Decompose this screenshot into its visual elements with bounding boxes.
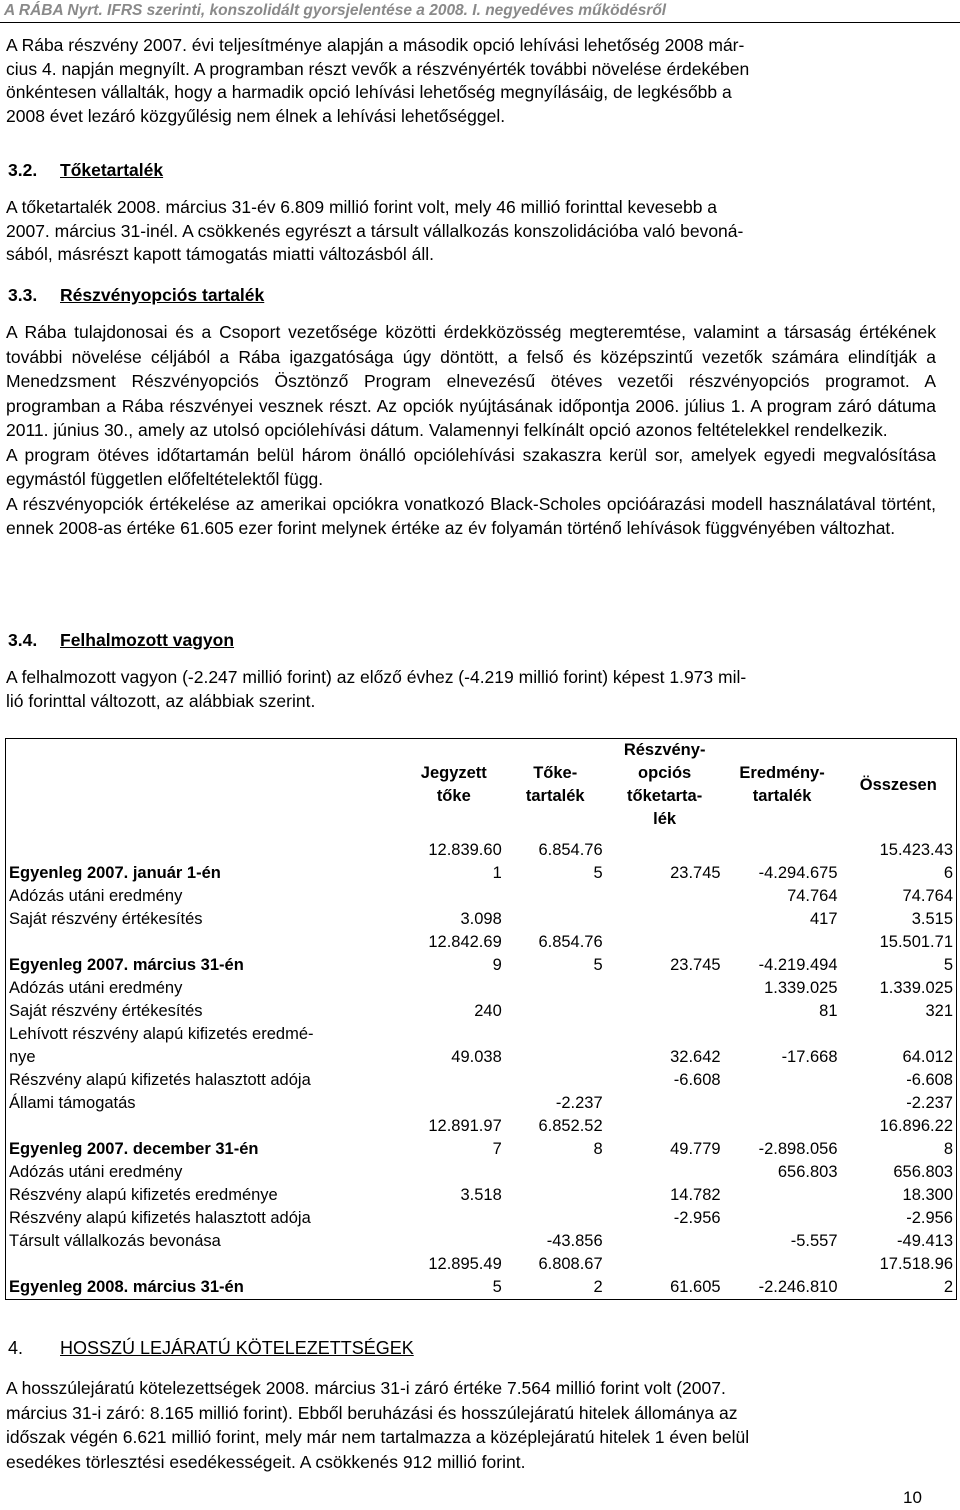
cell-osszesen: -2.956 [906, 1209, 953, 1227]
table-row [6, 1253, 957, 1300]
section-3-2-heading [8, 160, 163, 181]
cell-jegyzett-toke [403, 1069, 505, 1092]
equity-table [5, 738, 957, 1300]
row-label: Egyenleg 2007. január 1-én [9, 864, 221, 882]
row-label: Társult vállalkozás bevonása [9, 1232, 221, 1250]
cell-eredmenytartalek [724, 1092, 841, 1115]
cell-eredmenytartalek: 81 [819, 1002, 838, 1020]
section-title: Tőketartalék [60, 160, 164, 180]
cell-toketartalek: -43.856 [546, 1232, 603, 1250]
cell-osszesen: -6.608 [906, 1071, 953, 1089]
section-number: 3.2. [8, 160, 38, 180]
row-label: Saját részvény értékesítés [9, 1002, 203, 1020]
cell-toketartalek: 6.808.67 2 [538, 1255, 603, 1296]
header-eredmenytartalek: Eredmény- tartalék [739, 764, 825, 805]
cell-jegyzett-toke: 12.891.97 7 [428, 1117, 502, 1158]
text-line: cius 4. napján megnyílt. A programban részt vevők a részvényérték további növelése érdekében [6, 58, 750, 79]
page-number: 10 [903, 1488, 922, 1507]
section-3-3-heading [8, 285, 264, 306]
cell-reszvenyopcios [606, 885, 724, 908]
cell-eredmenytartalek [724, 1184, 841, 1207]
row-label: Állami támogatás [9, 1094, 136, 1112]
cell-jegyzett-toke [403, 1161, 505, 1184]
cell-jegyzett-toke: 49.038 [451, 1048, 502, 1066]
cell-toketartalek [505, 1207, 606, 1230]
section-4-heading [8, 1338, 414, 1359]
row-label: Részvény alapú kifizetés halasztott adója [9, 1071, 311, 1089]
table-row [6, 1161, 957, 1184]
paragraph: A program ötéves időtartamán belül három önálló opciólehívási szakaszra kerül sor, amelyek egyedi megvalósítása egymástól független előfeltételektől függ. [6, 444, 936, 489]
cell-eredmenytartalek: -4.219.494 [758, 956, 838, 974]
cell-osszesen: -49.413 [897, 1232, 953, 1250]
row-label: Egyenleg 2007. március 31-én [9, 956, 244, 974]
cell-jegyzett-toke [403, 1230, 505, 1253]
section-number: 3.3. [8, 285, 38, 305]
cell-jegyzett-toke: 12.839.60 1 [428, 841, 502, 882]
text-line: önkéntesen vállalták, hogy a harmadik opció lehívási lehetőség megnyílásáig, de legkésőbb a [6, 82, 732, 103]
cell-toketartalek [505, 1184, 606, 1207]
cell-toketartalek [505, 1023, 606, 1069]
cell-reszvenyopcios [606, 1230, 724, 1253]
text-line: A tőketartalék 2008. március 31-év 6.809 millió forint volt, mely 46 millió forinttal kevesebb a [6, 197, 718, 217]
table-row [6, 1230, 957, 1253]
text-line: 2007. március 31-inél. A csökkenés egyrészt a társult vállalkozás konszolidációba való bevoná- [6, 220, 744, 241]
section-3-4-text [6, 666, 936, 713]
cell-reszvenyopcios: -6.608 [673, 1071, 721, 1089]
row-label: Adózás utáni eredmény [9, 887, 183, 905]
header-jegyzett-toke: Jegyzett tőke [420, 764, 487, 805]
cell-osszesen: 3.515 [911, 910, 953, 928]
cell-eredmenytartalek: -2.246.810 [758, 1278, 838, 1296]
text-line: 2008 évet lezáró közgyűlésig nem élnek a lehívási lehetőséggel. [6, 106, 506, 127]
table-header-row [6, 739, 957, 840]
cell-jegyzett-toke [403, 1207, 505, 1230]
intro-paragraph [6, 34, 936, 129]
paragraph: A részvényopciók értékelése az amerikai opciókra vonatkozó Black-Scholes opcióárazási modell használatával történt, ennek 2008-as értéke 61.605 ezer forint melynek értéke az év folyamán történő lehívások függvényében változhat. [6, 493, 936, 538]
text-line: időszak végén 6.621 millió forint, mely már nem tartalmazza a középlejáratú hitelek 1 éven belül [6, 1427, 750, 1447]
row-label: Részvény alapú kifizetés halasztott adója [9, 1209, 311, 1227]
cell-osszesen: 16.896.22 8 [879, 1117, 953, 1158]
header-reszvenyopcios: Részvény- opciós tőketarta- lék [623, 741, 706, 828]
cell-eredmenytartalek: -5.557 [790, 1232, 838, 1250]
table-row [6, 931, 957, 977]
cell-reszvenyopcios: -2.956 [673, 1209, 721, 1227]
cell-reszvenyopcios: 23.745 [670, 864, 721, 882]
table-row [6, 977, 957, 1000]
header-empty [6, 739, 403, 840]
cell-osszesen: 1.339.025 [879, 979, 953, 997]
table-row [6, 1115, 957, 1161]
cell-reszvenyopcios: 61.605 [670, 1278, 721, 1296]
cell-toketartalek [505, 1000, 606, 1023]
cell-jegyzett-toke [403, 885, 505, 908]
cell-toketartalek: -2.237 [555, 1094, 603, 1112]
section-title: HOSSZÚ LEJÁRATÚ KÖTELEZETTSÉGEK [60, 1338, 414, 1358]
row-label: Lehívott részvény alapú kifizetés eredmé- nye [9, 1025, 314, 1066]
cell-osszesen: 15.501.71 5 [879, 933, 953, 974]
cell-eredmenytartalek: 1.339.025 [764, 979, 838, 997]
cell-eredmenytartalek [724, 1207, 841, 1230]
section-title: Részvényopciós tartalék [60, 285, 265, 305]
text-line: A Rába részvény 2007. évi teljesítménye alapján a második opció lehívási lehetőség 2008 már- [6, 35, 745, 55]
cell-jegyzett-toke: 3.518 [460, 1186, 502, 1204]
cell-eredmenytartalek: 417 [810, 910, 838, 928]
row-label: Adózás utáni eredmény [9, 1163, 183, 1181]
cell-osszesen: 15.423.43 6 [879, 841, 953, 882]
cell-osszesen: 74.764 [902, 887, 953, 905]
cell-osszesen: 64.012 [902, 1048, 953, 1066]
header-osszesen: Összesen [859, 775, 937, 794]
paragraph: A Rába tulajdonosai és a Csoport vezetősége közötti érdekközösség megteremtése, valamint a társaság értékének további növelése céljából a Rába igazgatósága úgy döntött, a felső és középszintű vezetők számára elindítják a Menedzsment Részvényopciós Ösztönző Program elnevezésű ötéves vezetői részvényopciós programot. A programban a Rába részvényei vesznek részt. Az opciók nyújtásának időpontja 2006. július 1. A program záró dátuma 2011. június 30., amely az utolsó opciólehívási dátum. Valamennyi felkínált opció azonos feltételekkel rendelkezik. [6, 322, 936, 440]
cell-toketartalek [505, 885, 606, 908]
cell-jegyzett-toke [403, 977, 505, 1000]
cell-toketartalek [505, 908, 606, 931]
text-line: A felhalmozott vagyon (-2.247 millió forint) az előző évhez (-4.219 millió forint) képest 1.973 mil- [6, 667, 747, 687]
cell-osszesen: 656.803 [893, 1163, 953, 1181]
table-row [6, 1023, 957, 1069]
cell-reszvenyopcios [606, 977, 724, 1000]
cell-jegyzett-toke: 12.842.69 9 [428, 933, 502, 974]
cell-osszesen: 18.300 [902, 1186, 953, 1204]
table-row [6, 1207, 957, 1230]
cell-eredmenytartalek: -17.668 [781, 1048, 838, 1066]
cell-reszvenyopcios [606, 1000, 724, 1023]
cell-reszvenyopcios [606, 1161, 724, 1184]
cell-toketartalek [505, 1161, 606, 1184]
cell-eredmenytartalek: 656.803 [777, 1163, 838, 1181]
cell-eredmenytartalek [724, 1069, 841, 1092]
section-4-text [6, 1376, 936, 1474]
text-line: március 31-i záró: 8.165 millió forint). Ebből beruházási és hosszúlejáratú hitelek állománya az [6, 1402, 738, 1423]
cell-reszvenyopcios [606, 908, 724, 931]
cell-reszvenyopcios: 14.782 [670, 1186, 721, 1204]
cell-eredmenytartalek: -4.294.675 [758, 864, 838, 882]
cell-eredmenytartalek: 74.764 [787, 887, 838, 905]
row-label: Saját részvény értékesítés [9, 910, 203, 928]
cell-jegyzett-toke: 12.895.49 5 [428, 1255, 502, 1296]
cell-osszesen: 17.518.96 2 [879, 1255, 953, 1296]
cell-reszvenyopcios: 23.745 [670, 956, 721, 974]
cell-reszvenyopcios: 49.779 [670, 1140, 721, 1158]
section-3-4-heading [8, 630, 234, 651]
cell-eredmenytartalek: -2.898.056 [758, 1140, 838, 1158]
section-3-3-text [6, 320, 936, 541]
section-title: Felhalmozott vagyon [60, 630, 235, 650]
row-label: Egyenleg 2008. március 31-én [9, 1278, 244, 1296]
cell-jegyzett-toke [403, 1092, 505, 1115]
row-label: Adózás utáni eredmény [9, 979, 183, 997]
section-3-2-text [6, 196, 936, 267]
text-line: A hosszúlejáratú kötelezettségek 2008. március 31-i záró értéke 7.564 millió forint volt (2007. [6, 1378, 726, 1398]
table-row [6, 1092, 957, 1115]
header-toketartalek: Tőke- tartalék [525, 764, 585, 805]
cell-toketartalek: 6.852.52 8 [538, 1117, 603, 1158]
cell-toketartalek: 6.854.76 5 [538, 841, 603, 882]
cell-osszesen: -2.237 [906, 1094, 953, 1112]
table-row [6, 885, 957, 908]
page-header [0, 0, 960, 23]
row-label: Részvény alapú kifizetés eredménye [9, 1186, 278, 1204]
table-body [6, 839, 957, 1300]
table-row [6, 1000, 957, 1023]
cell-toketartalek [505, 977, 606, 1000]
table-row [6, 839, 957, 885]
cell-toketartalek [505, 1069, 606, 1092]
cell-jegyzett-toke: 240 [474, 1002, 502, 1020]
table-row [6, 1069, 957, 1092]
section-number: 4. [8, 1338, 24, 1358]
header-title: A RÁBA Nyrt. IFRS szerinti, konszolidált gyorsjelentése a 2008. I. negyedéves működésről [4, 2, 667, 19]
cell-toketartalek: 6.854.76 5 [538, 933, 603, 974]
cell-jegyzett-toke: 3.098 [460, 910, 502, 928]
section-number: 3.4. [8, 630, 38, 650]
table-row [6, 908, 957, 931]
text-line: lió forinttal változott, az alábbiak szerint. [6, 690, 316, 711]
cell-osszesen: 321 [925, 1002, 953, 1020]
text-line: esedékes törlesztési esedékességeit. A csökkenés 912 millió forint. [6, 1451, 526, 1472]
cell-reszvenyopcios [606, 1092, 724, 1115]
text-line: sából, másrészt kapott támogatás miatti változásból áll. [6, 244, 434, 265]
cell-reszvenyopcios: 32.642 [670, 1048, 721, 1066]
table-row [6, 1184, 957, 1207]
row-label: Egyenleg 2007. december 31-én [9, 1140, 259, 1158]
